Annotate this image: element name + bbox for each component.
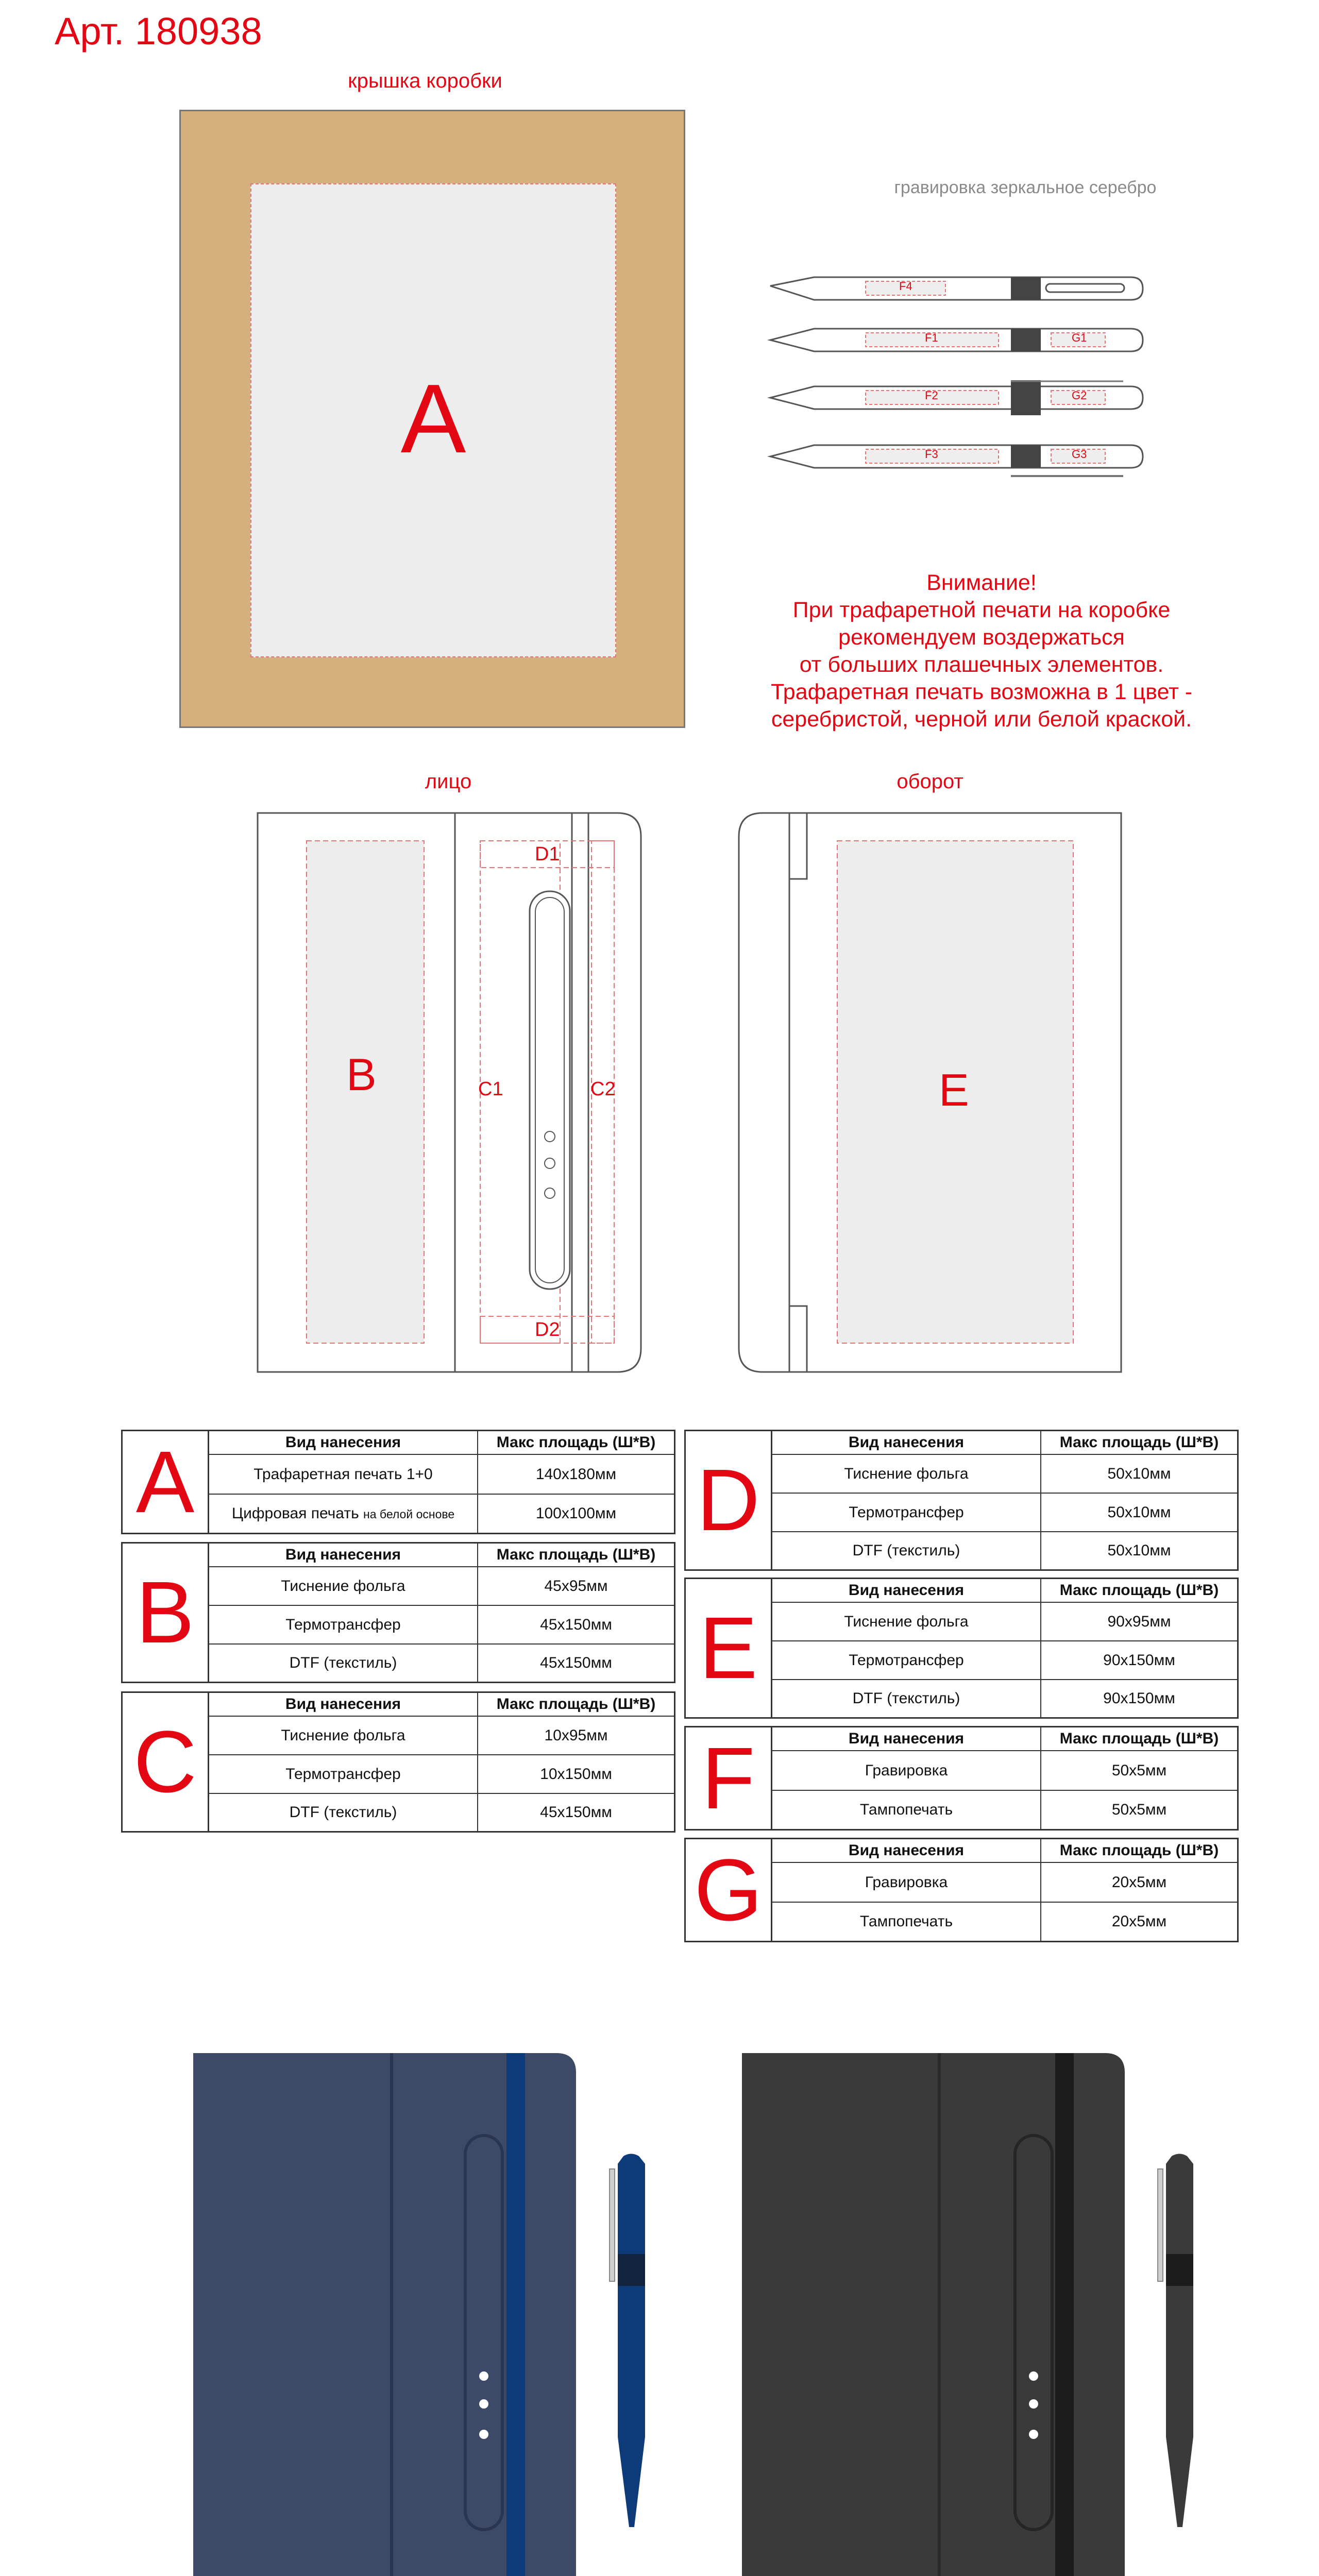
spec-area: 100x100мм bbox=[478, 1494, 674, 1533]
spec-area: 45x150мм bbox=[478, 1605, 674, 1644]
spec-area: 50x10мм bbox=[1041, 1532, 1237, 1569]
spec-method-note: на белой основе bbox=[363, 1507, 455, 1521]
col-method-header: Вид нанесения bbox=[209, 1431, 478, 1454]
pen-4-f-label: F3 bbox=[925, 448, 938, 461]
spec-method: Тиснение фольга bbox=[209, 1567, 478, 1605]
spec-method: DTF (текстиль) bbox=[209, 1644, 478, 1682]
spec-area: 10x150мм bbox=[478, 1755, 674, 1793]
spec-table-b bbox=[121, 1542, 675, 1683]
pen-3-g-label: G2 bbox=[1072, 389, 1087, 402]
zone-d1-letter: D1 bbox=[535, 843, 560, 865]
spec-area: 50x5мм bbox=[1041, 1751, 1237, 1790]
spec-method: Тиснение фольга bbox=[772, 1454, 1041, 1493]
spec-b-letter: B bbox=[123, 1544, 209, 1682]
pen-2-g-label: G1 bbox=[1072, 331, 1087, 344]
notebook-front bbox=[258, 813, 641, 1372]
spec-method: Тиснение фольга bbox=[772, 1602, 1041, 1641]
col-area-header: Макс площадь (Ш*В) bbox=[478, 1693, 674, 1716]
spec-area: 50x5мм bbox=[1041, 1790, 1237, 1829]
spec-d-letter: D bbox=[686, 1431, 772, 1569]
spec-area: 45x95мм bbox=[478, 1567, 674, 1605]
spec-f-letter: F bbox=[686, 1727, 772, 1829]
spec-method: Термотрансфер bbox=[209, 1605, 478, 1644]
spec-table-e bbox=[684, 1578, 1239, 1719]
navy-notebook-render bbox=[193, 2053, 576, 2576]
spec-method: Тампопечать bbox=[772, 1790, 1041, 1829]
black-notebook-render bbox=[742, 2053, 1125, 2576]
spec-method: Гравировка bbox=[772, 1862, 1041, 1902]
pen-2 bbox=[770, 329, 1143, 351]
spec-method: Трафаретная печать 1+0 bbox=[209, 1454, 478, 1494]
spec-method: DTF (текстиль) bbox=[209, 1793, 478, 1831]
zone-d2-letter: D2 bbox=[535, 1319, 560, 1341]
spec-table-c bbox=[121, 1691, 675, 1833]
spec-area: 140x180мм bbox=[478, 1454, 674, 1494]
pen-1 bbox=[770, 277, 1143, 300]
spec-table-a bbox=[121, 1430, 675, 1534]
spec-area: 90x95мм bbox=[1041, 1602, 1237, 1641]
spec-method: Тампопечать bbox=[772, 1902, 1041, 1941]
col-method-header: Вид нанесения bbox=[209, 1693, 478, 1716]
spec-method: Термотрансфер bbox=[209, 1755, 478, 1793]
col-area-header: Макс площадь (Ш*В) bbox=[1041, 1839, 1237, 1862]
spec-method: Цифровая печать bbox=[231, 1505, 359, 1522]
spec-area: 50x10мм bbox=[1041, 1493, 1237, 1532]
pen-4 bbox=[770, 445, 1143, 476]
spec-method: Термотрансфер bbox=[772, 1641, 1041, 1680]
warning-note bbox=[737, 569, 1226, 733]
warning-line: серебристой, черной или белой краской. bbox=[771, 707, 1192, 732]
navy-pen-render bbox=[610, 2154, 645, 2528]
col-area-header: Макс площадь (Ш*В) bbox=[478, 1431, 674, 1454]
col-area-header: Макс площадь (Ш*В) bbox=[1041, 1727, 1237, 1751]
pen-2-f-label: F1 bbox=[925, 331, 938, 344]
spec-table-g bbox=[684, 1838, 1239, 1942]
black-pen-render bbox=[1158, 2154, 1193, 2528]
pen-4-g-label: G3 bbox=[1072, 448, 1087, 461]
col-method-header: Вид нанесения bbox=[209, 1544, 478, 1567]
col-method-header: Вид нанесения bbox=[772, 1579, 1041, 1602]
pens-engraving-label: гравировка зеркальное серебро bbox=[894, 178, 1157, 197]
spec-method: Гравировка bbox=[772, 1751, 1041, 1790]
spec-method: DTF (текстиль) bbox=[772, 1680, 1041, 1717]
spec-area: 50x10мм bbox=[1041, 1454, 1237, 1493]
pen-3-f-label: F2 bbox=[925, 389, 938, 402]
spec-a-letter: A bbox=[123, 1431, 209, 1533]
spec-area: 20x5мм bbox=[1041, 1902, 1237, 1941]
col-method-header: Вид нанесения bbox=[772, 1839, 1041, 1862]
warning-line: рекомендуем воздержаться bbox=[838, 625, 1125, 650]
notebook-back bbox=[739, 813, 1121, 1372]
spec-g-letter: G bbox=[686, 1839, 772, 1941]
spec-area: 90x150мм bbox=[1041, 1680, 1237, 1717]
zone-c2-letter: C2 bbox=[590, 1078, 616, 1100]
col-area-header: Макс площадь (Ш*В) bbox=[1041, 1431, 1237, 1454]
box-zone-letter: A bbox=[400, 364, 466, 473]
warning-line: Трафаретная печать возможна в 1 цвет - bbox=[770, 680, 1193, 704]
spec-area: 45x150мм bbox=[478, 1793, 674, 1831]
warning-line: При трафаретной печати на коробке bbox=[792, 598, 1171, 622]
zone-e-letter: E bbox=[939, 1064, 969, 1115]
warning-line: от больших плашечных элементов. bbox=[799, 652, 1164, 677]
pen-3 bbox=[770, 380, 1143, 415]
col-area-header: Макс площадь (Ш*В) bbox=[478, 1544, 674, 1567]
article-title: Арт. 180938 bbox=[55, 10, 262, 53]
spec-method: Термотрансфер bbox=[772, 1493, 1041, 1532]
zone-c1-letter: C1 bbox=[478, 1078, 503, 1100]
spec-table-d bbox=[684, 1430, 1239, 1571]
back-label: оборот bbox=[897, 770, 963, 793]
pen-1-f-label: F4 bbox=[899, 280, 912, 293]
spec-area: 45x150мм bbox=[478, 1644, 674, 1682]
spec-e-letter: E bbox=[686, 1579, 772, 1717]
spec-c-letter: C bbox=[123, 1693, 209, 1831]
spec-table-f bbox=[684, 1726, 1239, 1831]
spec-area: 20x5мм bbox=[1041, 1862, 1237, 1902]
warning-line: Внимание! bbox=[926, 570, 1037, 595]
spec-method: Тиснение фольга bbox=[209, 1716, 478, 1755]
spec-method-cell bbox=[209, 1494, 478, 1533]
zone-b-letter: B bbox=[346, 1049, 377, 1100]
col-method-header: Вид нанесения bbox=[772, 1727, 1041, 1751]
spec-area: 10x95мм bbox=[478, 1716, 674, 1755]
front-label: лицо bbox=[425, 770, 472, 793]
col-area-header: Макс площадь (Ш*В) bbox=[1041, 1579, 1237, 1602]
col-method-header: Вид нанесения bbox=[772, 1431, 1041, 1454]
spec-area: 90x150мм bbox=[1041, 1641, 1237, 1680]
box-lid-label: крышка коробки bbox=[348, 70, 502, 92]
spec-method: DTF (текстиль) bbox=[772, 1532, 1041, 1569]
